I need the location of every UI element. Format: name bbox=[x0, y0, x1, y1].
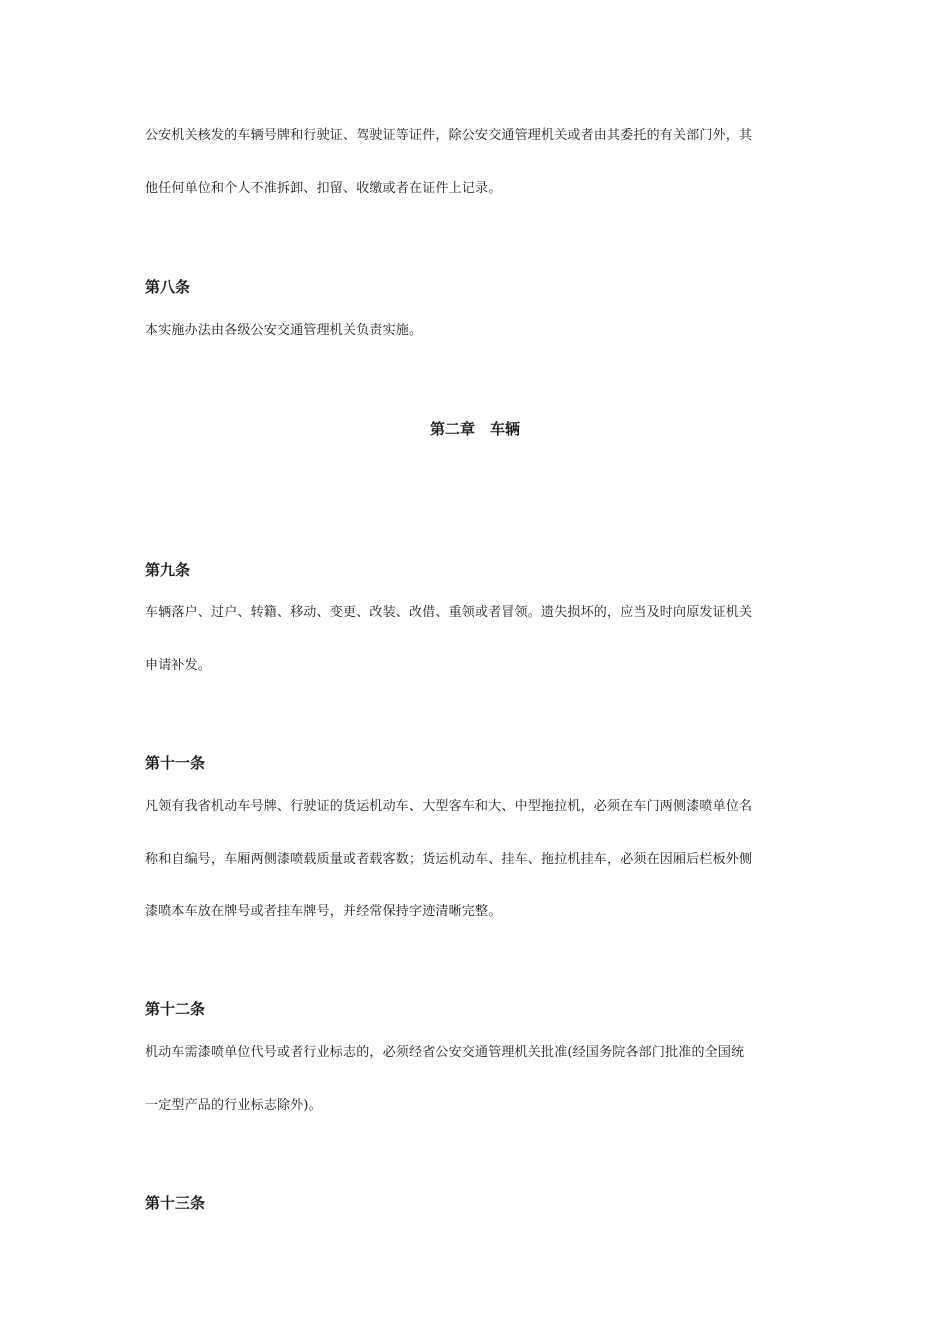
paragraph-line: 一定型产品的行业标志除外)。 bbox=[145, 1098, 322, 1113]
article-heading: 第十一条 bbox=[145, 754, 206, 772]
paragraph-line: 车辆落户、过户、转籍、移动、变更、改装、改借、重领或者冒领。遗失损坏的，应当及时向原发证机关 bbox=[145, 605, 753, 620]
article-heading: 第九条 bbox=[145, 561, 191, 579]
paragraph-line: 申请补发。 bbox=[145, 658, 212, 673]
paragraph-line: 本实施办法由各级公安交通管理机关负责实施。 bbox=[145, 323, 423, 338]
article-heading: 第八条 bbox=[145, 278, 191, 296]
article-heading: 第十二条 bbox=[145, 1000, 206, 1018]
chapter-title: 第二章 车辆 bbox=[429, 420, 520, 438]
paragraph-line: 机动车需漆喷单位代号或者行业标志的，必须经省公安交通管理机关批准(经国务院各部门批准的全国统 bbox=[145, 1045, 745, 1060]
article-heading: 第十三条 bbox=[145, 1194, 206, 1212]
paragraph-line: 他任何单位和个人不准拆卸、扣留、收缴或者在证件上记录。 bbox=[145, 181, 502, 196]
paragraph-line: 凡领有我省机动车号牌、行驶证的货运机动车、大型客车和大、中型拖拉机，必须在车门两侧漆喷单位名 bbox=[145, 799, 753, 814]
paragraph-line: 称和自编号，车厢两侧漆喷载质量或者载客数；货运机动车、挂车、拖拉机挂车，必须在因厢后栏板外侧 bbox=[145, 852, 753, 867]
paragraph-line: 漆喷本车放在牌号或者挂车牌号，并经常保持字迹清晰完整。 bbox=[145, 904, 502, 919]
paragraph-line: 公安机关核发的车辆号牌和行驶证、驾驶证等证件，除公安交通管理机关或者由其委托的有关部门外，其 bbox=[145, 128, 753, 143]
